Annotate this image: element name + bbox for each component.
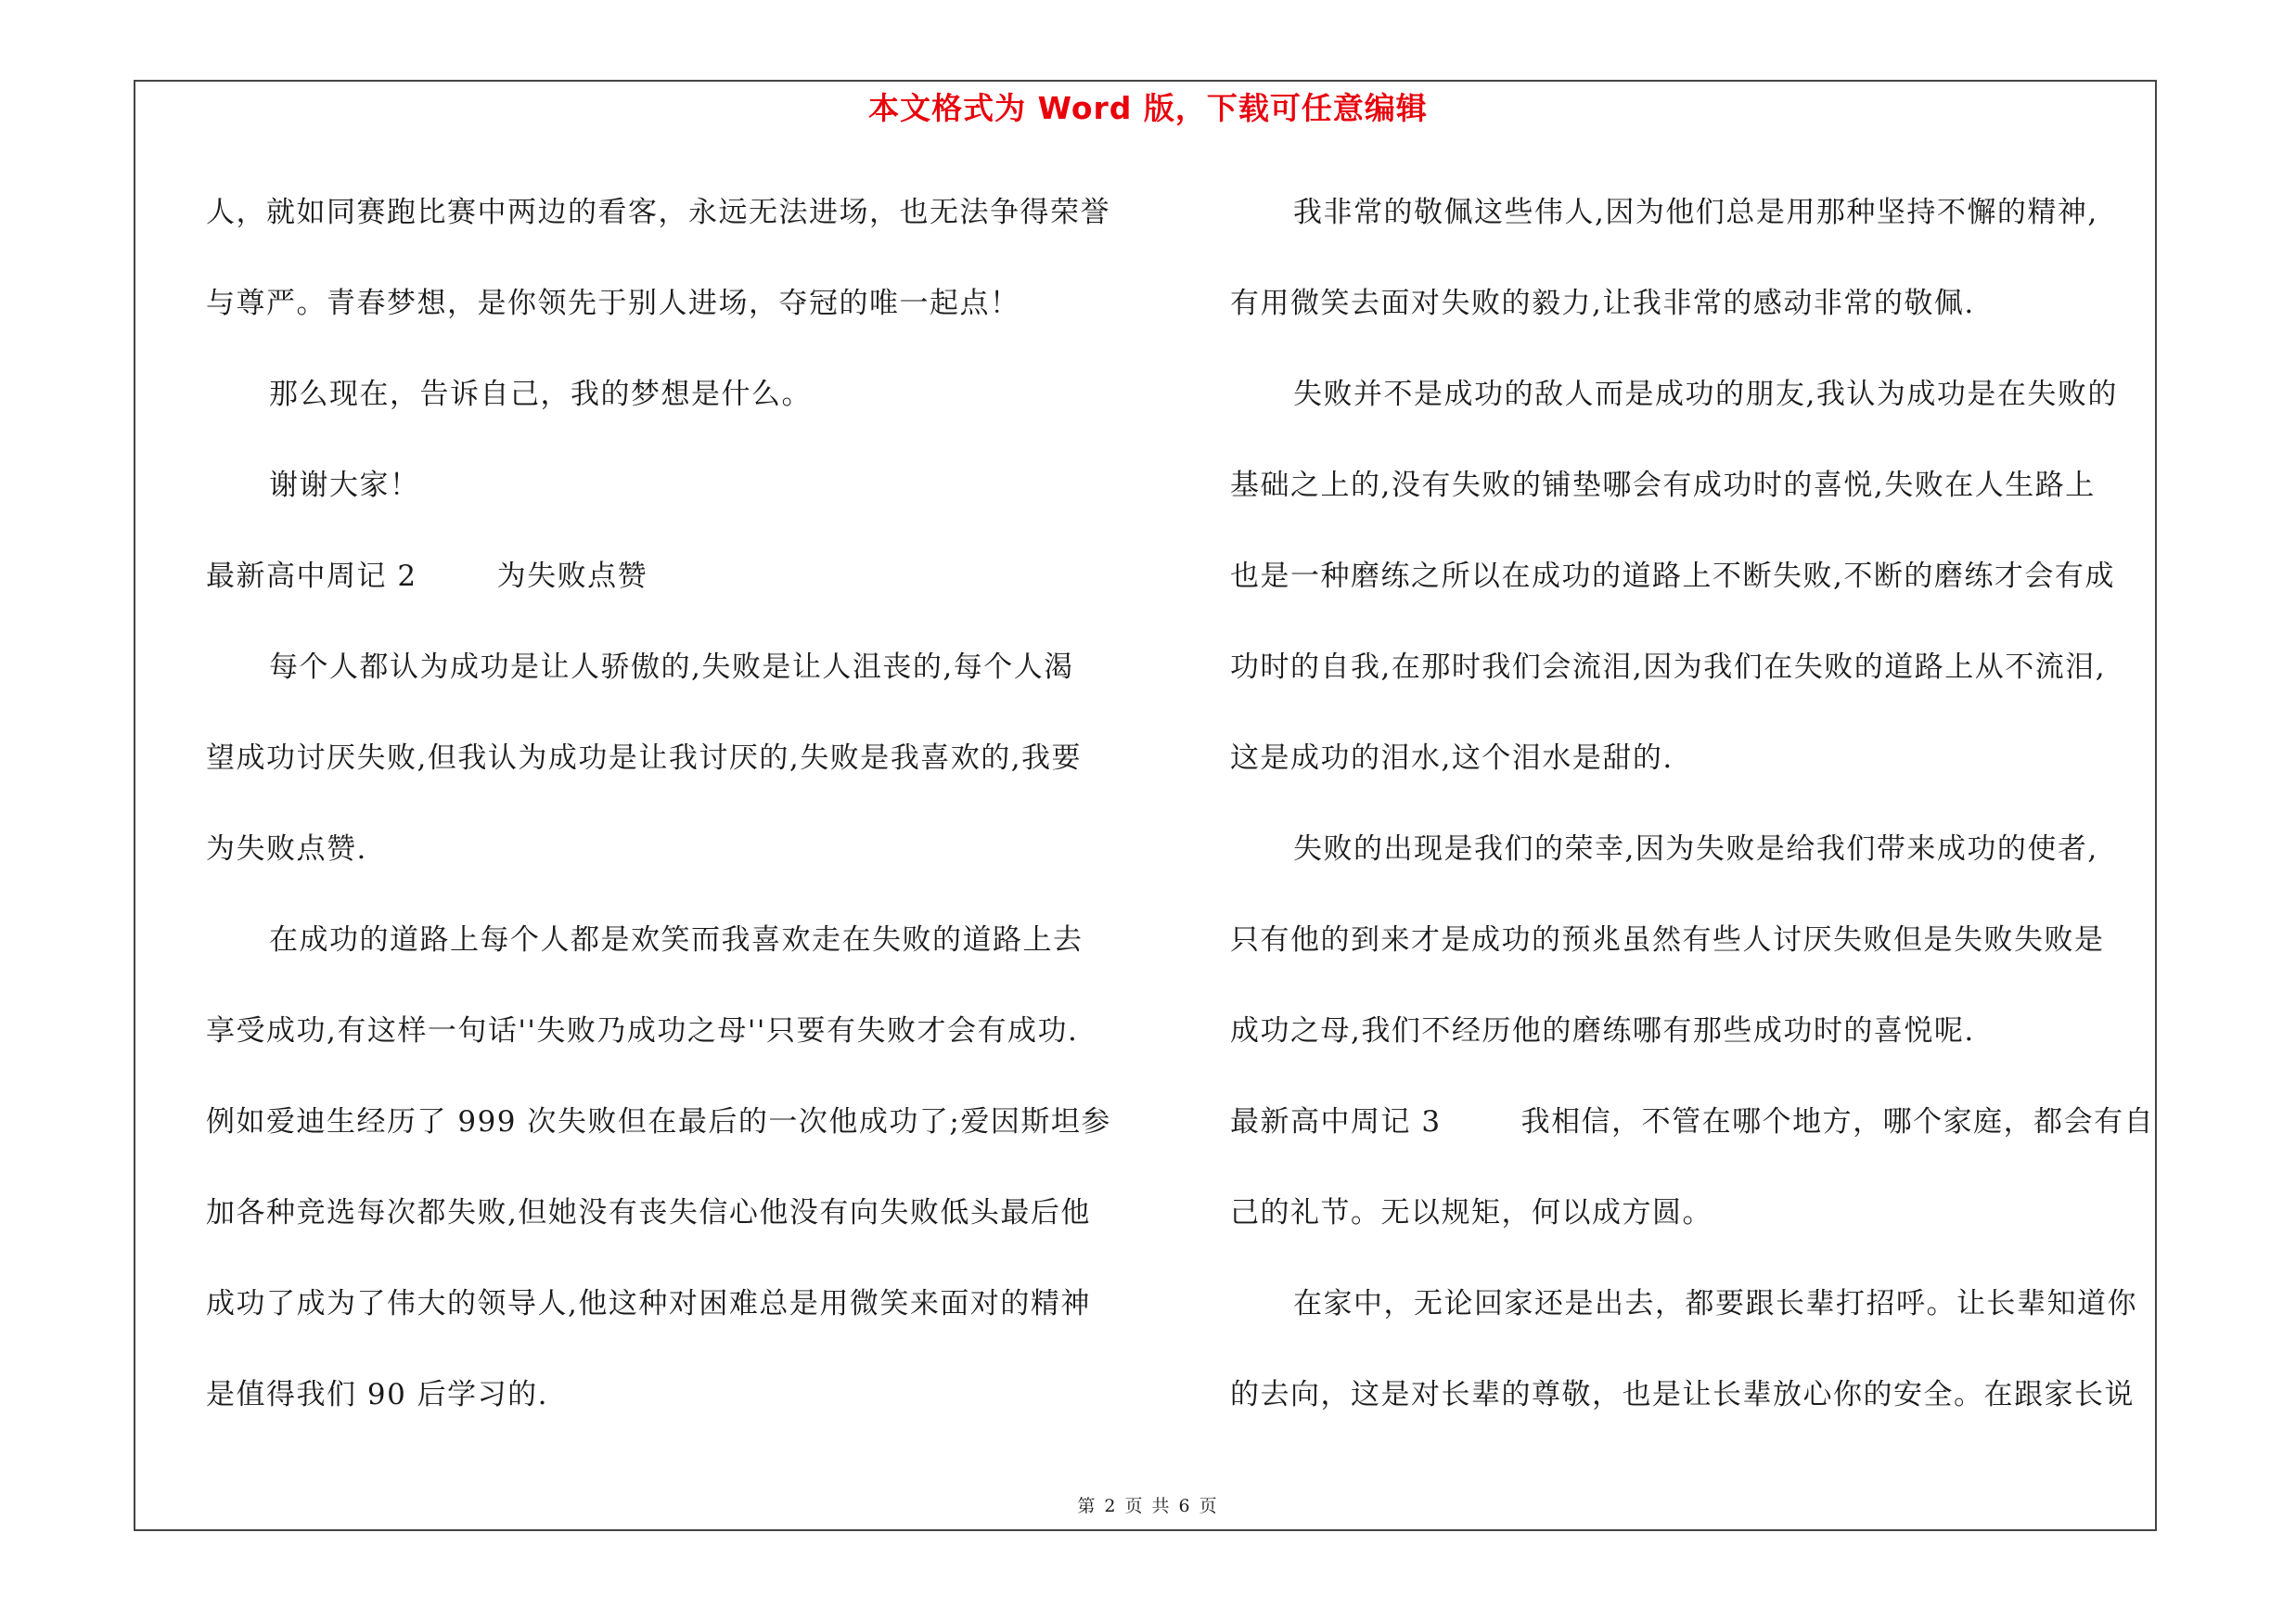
section-heading-2: [206, 547, 1143, 638]
paragraph-line: 成功了成为了伟大的领导人,他这种对困难总是用微笑来面对的精神: [206, 1287, 1091, 1320]
paragraph-line: 与尊严。青春梦想，是你领先于别人进场，夺冠的唯一起点！: [206, 287, 1020, 320]
paragraph-line: 己的礼节。无以规矩，何以成方圆。: [1230, 1196, 1712, 1230]
paragraph-line: 只有他的到来才是成功的预兆虽然有些人讨厌失败但是失败失败是: [1230, 923, 2105, 957]
paragraph-line: 谢谢大家！: [269, 469, 420, 502]
section-heading-3: [1230, 1092, 2155, 1183]
paragraph-line: 人，就如同赛跑比赛中两边的看客，永远无法进场，也无法争得荣誉: [206, 196, 1110, 229]
paragraph-line: 望成功讨厌失败,但我认为成功是让我讨厌的,失败是我喜欢的,我要: [206, 741, 1083, 775]
paragraph-line: 的去向，这是对长辈的尊敬，也是让长辈放心你的安全。在跟家长说: [1230, 1378, 2135, 1411]
paragraph-line: 基础之上的,没有失败的铺垫哪会有成功时的喜悦,失败在人生路上: [1230, 469, 2096, 502]
right-column: [1230, 183, 2155, 1456]
paragraph-line: 加各种竞选每次都失败,但她没有丧失信心他没有向失败低头最后他: [206, 1196, 1091, 1230]
paragraph-line: 我非常的敬佩这些伟人,因为他们总是用那种坚持不懈的精神,: [1293, 196, 2098, 229]
paragraph-line: 有用微笑去面对失败的毅力,让我非常的感动非常的敬佩.: [1230, 287, 1975, 320]
paragraph-line: 那么现在，告诉自己，我的梦想是什么。: [269, 378, 812, 411]
paragraph-line: 在家中，无论回家还是出去，都要跟长辈打招呼。让长辈知道你: [1293, 1287, 2137, 1320]
paragraph-line: 在成功的道路上每个人都是欢笑而我喜欢走在失败的道路上去: [269, 923, 1084, 957]
format-banner: 本文格式为 Word 版，下载可任意编辑: [868, 90, 1428, 126]
page-number: 第 2 页 共 6 页: [1077, 1496, 1219, 1516]
paragraph-line: 为失败点赞.: [206, 832, 367, 866]
paragraph-line: 这是成功的泪水,这个泪水是甜的.: [1230, 741, 1674, 775]
section-heading-title: 为失败点赞: [496, 560, 648, 593]
paragraph-line: 也是一种磨练之所以在成功的道路上不断失败,不断的磨练才会有成: [1230, 560, 2115, 593]
section-heading-label: 最新高中周记 2: [206, 560, 417, 593]
paragraph-line: 每个人都认为成功是让人骄傲的,失败是让人沮丧的,每个人渴: [269, 650, 1074, 684]
section-heading-label: 最新高中周记 3: [1230, 1105, 1442, 1139]
paragraph-line: 失败并不是成功的敌人而是成功的朋友,我认为成功是在失败的: [1293, 378, 2118, 411]
paragraph-line: 是值得我们 90 后学习的.: [206, 1378, 549, 1411]
paragraph-line: 失败的出现是我们的荣幸,因为失败是给我们带来成功的使者,: [1293, 832, 2098, 866]
paragraph-line: 享受成功,有这样一句话''失败乃成功之母''只要有失败才会有成功.: [206, 1014, 1079, 1048]
paragraph-line: 成功之母,我们不经历他的磨练哪有那些成功时的喜悦呢.: [1230, 1014, 1975, 1048]
paragraph-line: 功时的自我,在那时我们会流泪,因为我们在失败的道路上从不流泪,: [1230, 650, 2107, 684]
paragraph-line: 例如爱迪生经历了 999 次失败但在最后的一次他成功了;爱因斯坦参: [206, 1105, 1111, 1139]
section-heading-text: 我相信，不管在哪个地方，哪个家庭，都会有自: [1520, 1105, 2155, 1139]
left-column: [206, 183, 1143, 1456]
